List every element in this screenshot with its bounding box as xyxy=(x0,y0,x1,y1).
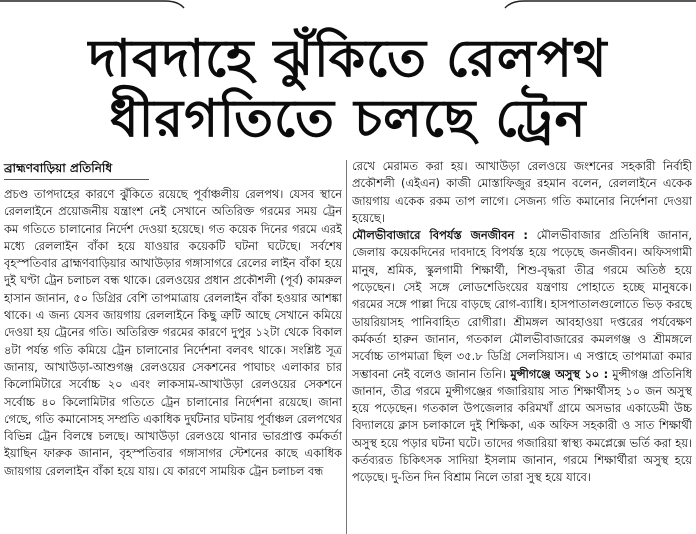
top-frame-border xyxy=(0,0,696,14)
subheading-moulvibazar: মৌলভীবাজারে বিপর্যস্ত জনজীবন : xyxy=(352,228,528,243)
right-paragraphs xyxy=(352,158,692,487)
left-paragraph: প্রচণ্ড তাপদাহের কারণে ঝুঁকিতে রয়েছে পূর্বাঞ্চলীয় রেলপথ। যেসব স্থানে রেললাইনে প্রয়োজনীয় যন্ত্রাংশ নেই সেখানে অতিরিক্ত গরমের সময় ট্রেন কম গতিতে চালানোর নির্দেশ দেওয়া হয়েছে। গত কয়েক দিনের গরমে এরই মধ্যে রেললাইন বাঁকা হয়ে যাওয়ার কয়েকটি ঘটনা ঘটেছে। সর্বশেষ বৃহস্পতিবার ব্রাহ্মণবাড়িয়ার আখাউড়ার গঙ্গাসাগরে রেলের লাইন বাঁকা হয়ে দুই ঘণ্টা ট্রেন চলাচল বন্ধ থাকে। রেলওয়ের প্রধান প্রকৌশলী (পূর্ব) কামরুল হাসান জানান, ৫০ ডিগ্রির বেশি তাপমাত্রায় রেললাইন বাঁকা হওয়ার আশঙ্কা থাকে। এ জন্য যেসব জায়গায় রেললাইনে কিছু ত্রুটি আছে সেখানে কমিয়ে দেওয়া হয় ট্রেনের গতি। অতিরিক্ত গরমের কারণে দুপুর ১২টা থেকে বিকাল ৪টা পর্যন্ত গতি কমিয়ে ট্রেন চালানোর নির্দেশনা বলবৎ থাকে। সংশ্লিষ্ট সূত্র জানায়, আখাউড়া-আশুগঞ্জ রেলওয়ের সেকশনের পাঘাচং এলাকার চার কিলোমিটারে সর্বোচ্চ ২০ এবং লাকসাম-আখাউড়া রেলওয়ের সেকশনে সর্বোচ্চ ৪০ কিলোমিটার গতিতে ট্রেন চালানোর নির্দেশনা রয়েছে। জানা গেছে, গতি কমানোসহ সম্প্রতি একাধিক দুর্ঘটনার ঘটনায় পূর্বাঞ্চল রেলপথের বিভিন্ন ট্রেন বিলম্বে চলছে। আখাউড়া রেলওয়ে থানার ভারপ্রাপ্ত কর্মকর্তা ইয়াছিন ফারুক জানান, বৃহস্পতিবার গঙ্গাসাগর স্টেশনের কাছে একাধিক জায়গায় রেললাইন বাঁকা হয়ে যায়। যে কারণে সাময়িক ট্রেন চলাচল বন্ধ xyxy=(4,187,342,478)
right-column xyxy=(352,158,692,487)
right-paragraph-3: মুন্সীগঞ্জ প্রতিনিধি জানান, তীব্র গরমে মুন্সীগঞ্জের গজারিয়ায় সাত শিক্ষার্থীসহ ১০ জন অসুস্থ হয়ে পড়েছেন। গতকাল উপজেলার করিমখাঁ গ্রামে অসভার একাডেমী উচ্চ বিদ্যালয়ে ক্লাস চলাকালে দুই শিক্ষিকা, এক অফিস সহকারী ও সাত শিক্ষার্থী অসুস্থ হয়ে পড়ার ঘটনা ঘটে। তাদের গজারিয়া স্বাস্থ্য কমপ্লেক্সে ভর্তি করা হয়। কর্তব্যরত চিকিৎসক সাদিয়া ইসলাম জানান, গরমে শিক্ষার্থীরা অসুস্থ হয়ে পড়েছে। দু-তিন দিন বিশ্রাম নিলে তারা সুস্থ হয়ে যাবে। xyxy=(352,366,692,485)
right-paragraph-1: রেখে মেরামত করা হয়। আখাউড়া রেলওয়ে জংশনের সহকারী নির্বাহী প্রকৌশলী (এইএন) কাজী মোস্তাফিজুর রহমান বলেন, রেললাইনে একেক জায়গায় একেক রকম তাপ লাগে। সেজন্য গতি কমানোর নির্দেশনা দেওয়া হয়েছে। xyxy=(352,159,692,225)
column-divider xyxy=(346,160,347,534)
headline-line-1: দাবদাহে ঝুঁকিতে রেলপথ xyxy=(88,29,608,89)
subheading-munshiganj: মুন্সীগঞ্জে অসুস্থ ১০ : xyxy=(505,366,609,381)
right-paragraph-2: মৌলভীবাজার প্রতিনিধি জানান, জেলায় কয়েকদিনের দাবদাহে বিপর্যস্ত হয়ে পড়েছে জনজীবন। অফিসগামী মানুষ, শ্রমিক, স্কুলগামী শিক্ষার্থী, শিশু-বৃদ্ধরা তীব্র গরমে অতিষ্ঠ হয়ে পড়েছেন। সেই সঙ্গে লোডশেডিংয়ের যন্ত্রণায় পোহাতে হচ্ছে মানুষকে। গরমের সঙ্গে পাল্লা দিয়ে বাড়ছে রোগ-ব্যাধি। হাসপাতালগুলোতে ভিড় করছে ডায়রিয়াসহ পানিবাহিত রোগীরা। শ্রীমঙ্গল আবহাওয়া দপ্তরের পর্যবেক্ষণ কর্মকর্তা হারুন জানান, গতকাল মৌলভীবাজারের কমলগঞ্জ ও শ্রীমঙ্গলে সর্বোচ্চ তাপমাত্রা ছিল ৩৫.৮ ডিগ্রি সেলসিয়াস। এ সপ্তাহে তাপমাত্রা কমার সম্ভাবনা নেই বলেও জানান তিনি। xyxy=(352,228,692,381)
left-column xyxy=(4,158,342,480)
headline-line-2: ধীরগতিতে চলছে ট্রেন xyxy=(109,89,587,149)
byline: ব্রাহ্মণবাড়িয়া প্রতিনিধি xyxy=(4,160,149,180)
